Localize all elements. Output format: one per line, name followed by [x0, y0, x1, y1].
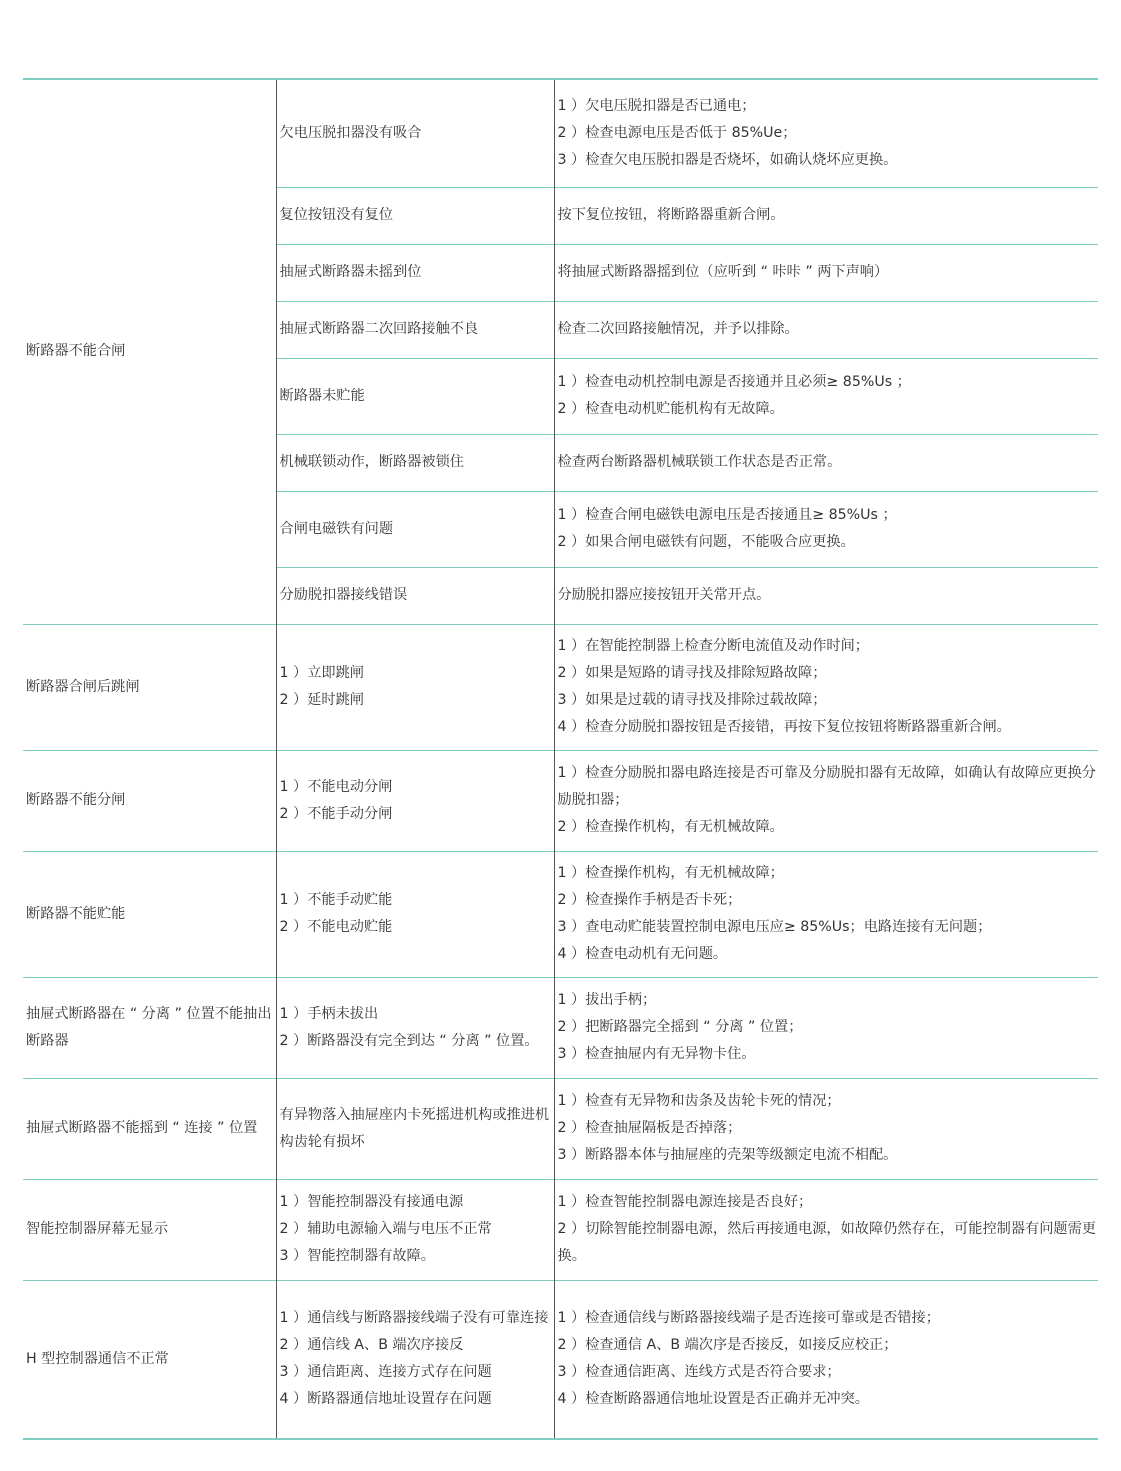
fault-cell [23, 1179, 276, 1280]
solution-line: 2 ）切除智能控制器电源，然后再接通电源，如故障仍然存在，可能控制器有问题需更换。 [557, 1221, 1096, 1264]
cause-line: 2 ）断路器没有完全到达 “ 分离 ” 位置。 [279, 1032, 539, 1049]
cause-cell [276, 434, 554, 491]
cause-line: 复位按钮没有复位 [279, 207, 394, 223]
fault-text: 断路器合闸后跳闸 [26, 678, 140, 695]
solution-cell [554, 750, 1098, 851]
solution-line: 3 ）检查通信距离、连线方式是否符合要求； [557, 1364, 841, 1381]
solution-line: 检查两台断路器机械联锁工作状态是否正常。 [557, 454, 842, 470]
solution-line: 1 ）检查通信线与断路器接线端子是否连接可靠或是否错接； [557, 1310, 940, 1327]
solution-line: 1 ）在智能控制器上检查分断电流值及动作时间； [557, 638, 869, 654]
solution-line: 2 ）检查电源电压是否低于 85%Ue； [557, 124, 797, 141]
solution-line: 1 ）检查电动机控制电源是否接通并且必须≥ 85%Us ； [557, 374, 911, 390]
solution-cell [554, 977, 1098, 1078]
cause-line: 2 ）辅助电源输入端与电压不正常 [279, 1221, 492, 1237]
solution-cell [554, 358, 1098, 434]
cause-line: 1 ）不能电动分闸 [279, 778, 393, 795]
cause-cell [276, 301, 554, 358]
cause-cell [276, 851, 554, 977]
cause-cell [276, 244, 554, 301]
solution-line: 1 ）检查操作机构，有无机械故障； [557, 865, 784, 881]
solution-cell [554, 1078, 1098, 1179]
cause-cell [276, 567, 554, 624]
fault-text: H 型控制器通信不正常 [26, 1350, 169, 1367]
fault-text: 智能控制器屏幕无显示 [26, 1221, 168, 1237]
solution-line: 2 ）检查操作手柄是否卡死； [557, 892, 742, 908]
cause-line: 分励脱扣器接线错误 [279, 587, 408, 603]
cause-cell [276, 1179, 554, 1280]
fault-table [23, 78, 1098, 1440]
cause-line: 抽屉式断路器未摇到位 [279, 264, 422, 280]
fault-cell [23, 977, 276, 1078]
cause-cell [276, 491, 554, 567]
fault-cell [23, 1280, 276, 1439]
solution-line: 2 ）检查通信 A、B 端次序是否接反，如接反应校正； [557, 1337, 898, 1354]
solution-cell [554, 187, 1098, 244]
cause-line: 2 ）不能手动分闸 [279, 805, 393, 822]
table-row [23, 977, 1098, 1078]
cause-line: 1 ）立即跳闸 [279, 665, 364, 681]
solution-line: 按下复位按钮，将断路器重新合闸。 [557, 207, 785, 223]
fault-text: 断路器不能分闸 [26, 792, 126, 808]
solution-line: 1 ）检查分励脱扣器电路连接是否可靠及分励脱扣器有无故障，如确认有故障应更换分励脱扣器； [557, 765, 1096, 808]
solution-line: 1 ）检查合闸电磁铁电源电压是否接通且≥ 85%Us ； [557, 507, 897, 523]
fault-table-body [23, 79, 1098, 1439]
table-row [23, 624, 1098, 750]
cause-line: 机械联锁动作，断路器被锁住 [279, 454, 464, 470]
solution-line: 1 ）拔出手柄； [557, 992, 657, 1008]
solution-cell [554, 1280, 1098, 1439]
cause-cell [276, 187, 554, 244]
cause-cell [276, 79, 554, 187]
fault-cell [23, 851, 276, 977]
table-row [23, 79, 1098, 187]
solution-line: 2 ）如果是短路的请寻找及排除短路故障； [557, 665, 827, 681]
cause-cell [276, 358, 554, 434]
fault-cell [23, 750, 276, 851]
solution-cell [554, 1179, 1098, 1280]
fault-table-container [23, 78, 1098, 1440]
solution-cell [554, 79, 1098, 187]
fault-cell [23, 79, 276, 624]
cause-line: 2 ）延时跳闸 [279, 692, 364, 708]
cause-line: 3 ）智能控制器有故障。 [279, 1248, 435, 1264]
fault-cell [23, 1078, 276, 1179]
cause-cell [276, 1280, 554, 1439]
cause-cell [276, 977, 554, 1078]
cause-cell [276, 624, 554, 750]
solution-line: 2 ）如果合闸电磁铁有问题，不能吸合应更换。 [557, 534, 855, 550]
solution-line: 4 ）检查分励脱扣器按钮是否接错，再按下复位按钮将断路器重新合闸。 [557, 719, 1011, 735]
fault-text: 抽屉式断路器在 “ 分离 ” 位置不能抽出断路器 [26, 1005, 272, 1049]
table-row [23, 1280, 1098, 1439]
cause-line: 3 ）通信距离、连接方式存在问题 [279, 1364, 492, 1381]
solution-cell [554, 567, 1098, 624]
cause-line: 欠电压脱扣器没有吸合 [279, 124, 422, 141]
cause-line: 2 ）通信线 A、B 端次序接反 [279, 1337, 464, 1354]
solution-line: 2 ）检查操作机构，有无机械故障。 [557, 819, 784, 835]
solution-line: 检查二次回路接触情况，并予以排除。 [557, 321, 799, 337]
cause-line: 抽屉式断路器二次回路接触不良 [279, 321, 479, 337]
solution-cell [554, 624, 1098, 750]
solution-line: 分励脱扣器应接按钮开关常开点。 [557, 587, 771, 603]
solution-line: 将抽屉式断路器摇到位（应听到 “ 咔咔 ” 两下声响） [557, 264, 889, 280]
cause-line: 1 ）手柄未拔出 [279, 1005, 379, 1022]
cause-line: 1 ）通信线与断路器接线端子没有可靠连接 [279, 1310, 549, 1327]
cause-cell [276, 1078, 554, 1179]
cause-line: 1 ）不能手动贮能 [279, 892, 393, 908]
solution-line: 3 ）检查欠电压脱扣器是否烧坏，如确认烧坏应更换。 [557, 151, 898, 168]
cause-line: 4 ）断路器通信地址设置存在问题 [279, 1391, 492, 1408]
cause-line: 1 ）智能控制器没有接通电源 [279, 1194, 464, 1210]
table-row [23, 851, 1098, 977]
solution-line: 1 ）检查有无异物和齿条及齿轮卡死的情况； [557, 1093, 841, 1109]
cause-line: 合闸电磁铁有问题 [279, 520, 394, 537]
solution-line: 1 ）欠电压脱扣器是否已通电； [557, 97, 756, 114]
solution-line: 3 ）检查抽屉内有无异物卡住。 [557, 1046, 756, 1062]
solution-cell [554, 301, 1098, 358]
fault-text: 断路器不能贮能 [26, 905, 126, 922]
solution-cell [554, 491, 1098, 567]
solution-line: 2 ）检查抽屉隔板是否掉落； [557, 1120, 742, 1136]
cause-line: 2 ）不能电动贮能 [279, 919, 393, 935]
solution-line: 3 ）断路器本体与抽屉座的壳架等级额定电流不相配。 [557, 1147, 898, 1163]
cause-line: 有异物落入抽屉座内卡死摇进机构或推进机构齿轮有损坏 [279, 1106, 550, 1150]
fault-text: 抽屉式断路器不能摇到 “ 连接 ” 位置 [26, 1120, 258, 1136]
solution-cell [554, 244, 1098, 301]
table-row [23, 1078, 1098, 1179]
table-row [23, 750, 1098, 851]
solution-cell [554, 434, 1098, 491]
fault-cell [23, 624, 276, 750]
table-row [23, 1179, 1098, 1280]
solution-line: 4 ）检查电动机有无问题。 [557, 946, 728, 962]
solution-line: 2 ）检查电动机贮能机构有无故障。 [557, 401, 784, 417]
solution-line: 3 ）查电动贮能装置控制电源电压应≥ 85%Us；电路连接有无问题； [557, 919, 992, 935]
solution-line: 2 ）把断路器完全摇到 “ 分离 ” 位置； [557, 1019, 803, 1035]
fault-text: 断路器不能合闸 [26, 343, 126, 360]
solution-cell [554, 851, 1098, 977]
solution-line: 1 ）检查智能控制器电源连接是否良好； [557, 1194, 813, 1210]
cause-line: 断路器未贮能 [279, 387, 365, 404]
cause-cell [276, 750, 554, 851]
solution-line: 3 ）如果是过载的请寻找及排除过载故障； [557, 692, 827, 708]
solution-line: 4 ）检查断路器通信地址设置是否正确并无冲突。 [557, 1391, 869, 1408]
